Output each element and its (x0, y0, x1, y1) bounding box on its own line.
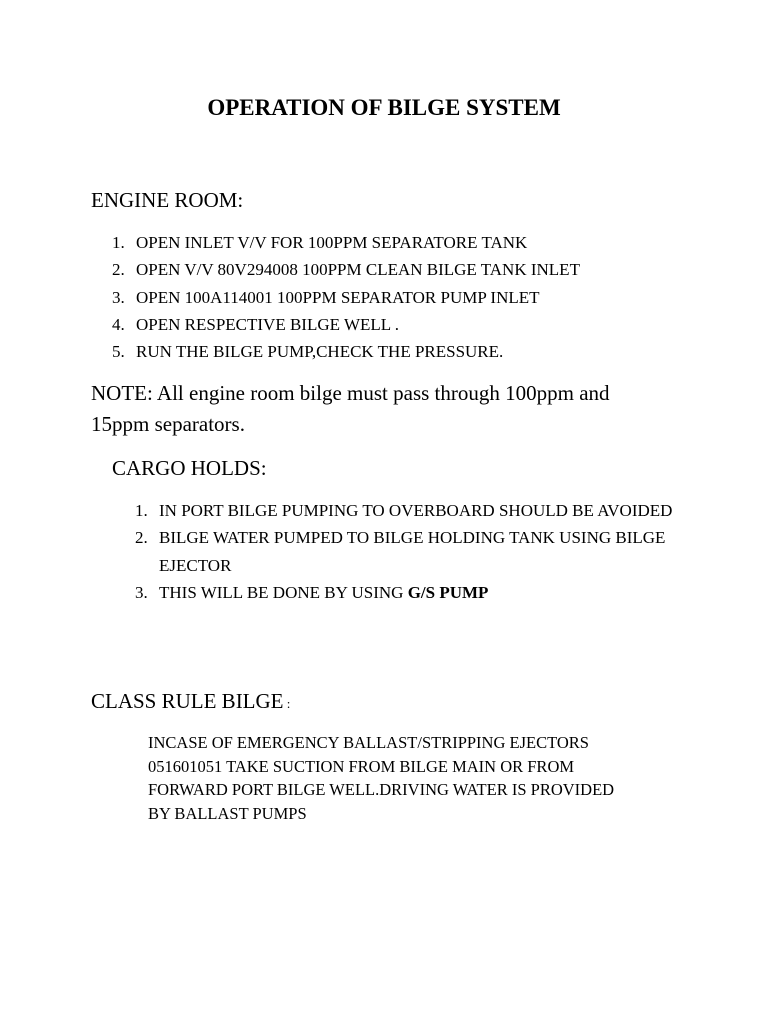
list-item: 2. BILGE WATER PUMPED TO BILGE HOLDING TANK USING BILGE EJECTOR (135, 528, 666, 575)
engine-room-heading: ENGINE ROOM: (91, 188, 244, 212)
engine-room-list (112, 229, 580, 365)
list-item: 2. OPEN V/V 80V294008 100PPM CLEAN BILGE TANK INLET (112, 260, 580, 280)
document-title: OPERATION OF BILGE SYSTEM (207, 95, 561, 120)
cargo-holds-heading: CARGO HOLDS: (112, 456, 267, 480)
gs-pump-emphasis: G/S PUMP (407, 582, 489, 602)
class-rule-paragraph: INCASE OF EMERGENCY BALLAST/STRIPPING EJECTORS 051601051 TAKE SUCTION FROM BILGE MAIN OR FROM FORWARD PORT BILGE WELL.DRIVING WATER IS PROVIDED BY BALLAST PUMPS (148, 733, 615, 824)
list-item: 5. RUN THE BILGE PUMP,CHECK THE PRESSURE. (112, 342, 504, 362)
list-item: 3. THIS WILL BE DONE BY USING G/S PUMP (135, 582, 489, 602)
class-rule-heading: CLASS RULE BILGE : (91, 689, 291, 713)
list-item: 4. OPEN RESPECTIVE BILGE WELL . (112, 314, 400, 334)
list-item: 1. OPEN INLET V/V FOR 100PPM SEPARATORE TANK (112, 233, 528, 252)
note-paragraph: NOTE: All engine room bilge must pass through 100ppm and 15ppm separators. (91, 381, 610, 436)
cargo-holds-list (135, 497, 695, 606)
list-item: 1. IN PORT BILGE PUMPING TO OVERBOARD SHOULD BE AVOIDED (135, 501, 673, 520)
list-item: 3. OPEN 100A114001 100PPM SEPARATOR PUMP INLET (112, 287, 540, 307)
